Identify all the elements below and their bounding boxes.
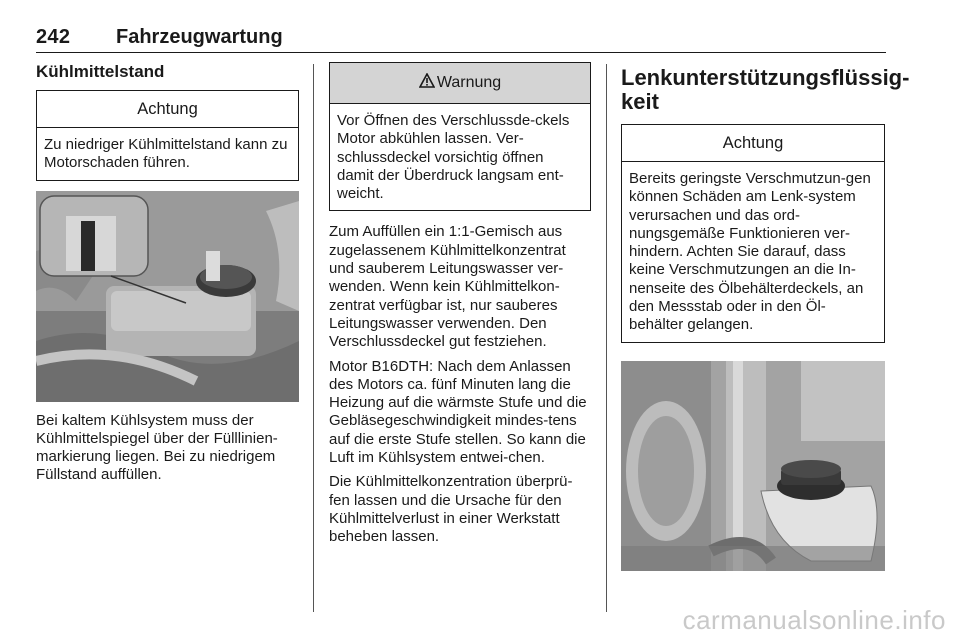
engine-b16dth-paragraph: Motor B16DTH: Nach dem Anlassen des Motors ca. fünf Minuten lang die Heizung auf die wärmste Stufe und die Gebläsegeschwindigkeit mindes-tens auf die erste Stufe stellen. So kann die Luft im Kühlsystem entwei-chen. [329,357,587,467]
page-number: 242 [36,26,71,48]
warning-text: Vor Öffnen des Verschlussde-ckels Motor abkühlen lassen. Ver-schlussdeckel vorsichtig öffnen damit der Überdruck langsam ent-weicht. [337,112,570,203]
steering-fluid-reservoir-photo [621,361,885,571]
section-heading-coolant: Kühlmittelstand [36,62,165,81]
caution-text: Zu niedriger Kühlmittelstand kann zu Motorschaden führen. [44,136,288,172]
coolant-level-paragraph: Bei kaltem Kühlsystem muss der Kühlmittelspiegel über der Fülllinien-markierung liegen. Bei zu niedrigem Füllstand auffüllen. [36,411,278,484]
caution-box [621,124,885,343]
column-power-steering [621,62,910,571]
caution-title: Achtung [622,125,884,162]
warning-triangle-icon [419,73,435,93]
watermark: carmanualsonline.info [682,605,946,635]
column-divider [313,64,314,612]
concentration-paragraph: Die Kühlmittelkonzentration überprü-fen lassen und die Ursache für den Kühlmittelverlust in einer Werkstatt beheben lassen. [329,473,573,546]
page-header [36,26,886,53]
page-title: Fahrzeugwartung [116,26,283,48]
caution-box [36,90,299,181]
warning-box [329,62,591,211]
coolant-reservoir-photo [36,191,299,402]
column-coolant-refill [329,62,591,553]
caution-text: Bereits geringste Verschmutzun-gen können Schäden am Lenk-system verursachen und das ord-nungsgemäße Funktionieren ver-hindern. Achten Sie darauf, dass keine Verschmutzungen an die In-nenseite des Ölbehälterdeckels, an den Messstab oder in den Öl-behälter gelangen. [629,170,871,334]
column-divider [606,64,607,612]
caution-title: Achtung [37,91,298,128]
refill-paragraph: Zum Auffüllen ein 1:1-Gemisch aus zugelassenem Kühlmittelkonzentrat und sauberem Leitungswasser ver-wenden. Wenn kein Kühlmittelkon-zentrat verfügbar ist, nur sauberes Leitungswasser verwenden. Den Verschlussdeckel gut festziehen. [329,223,566,351]
column-coolant [36,62,299,491]
warning-header [330,63,590,104]
warning-title: Warnung [436,74,502,91]
section-heading-steering-fluid: Lenkunterstützungsflüssig-keit [621,65,910,114]
